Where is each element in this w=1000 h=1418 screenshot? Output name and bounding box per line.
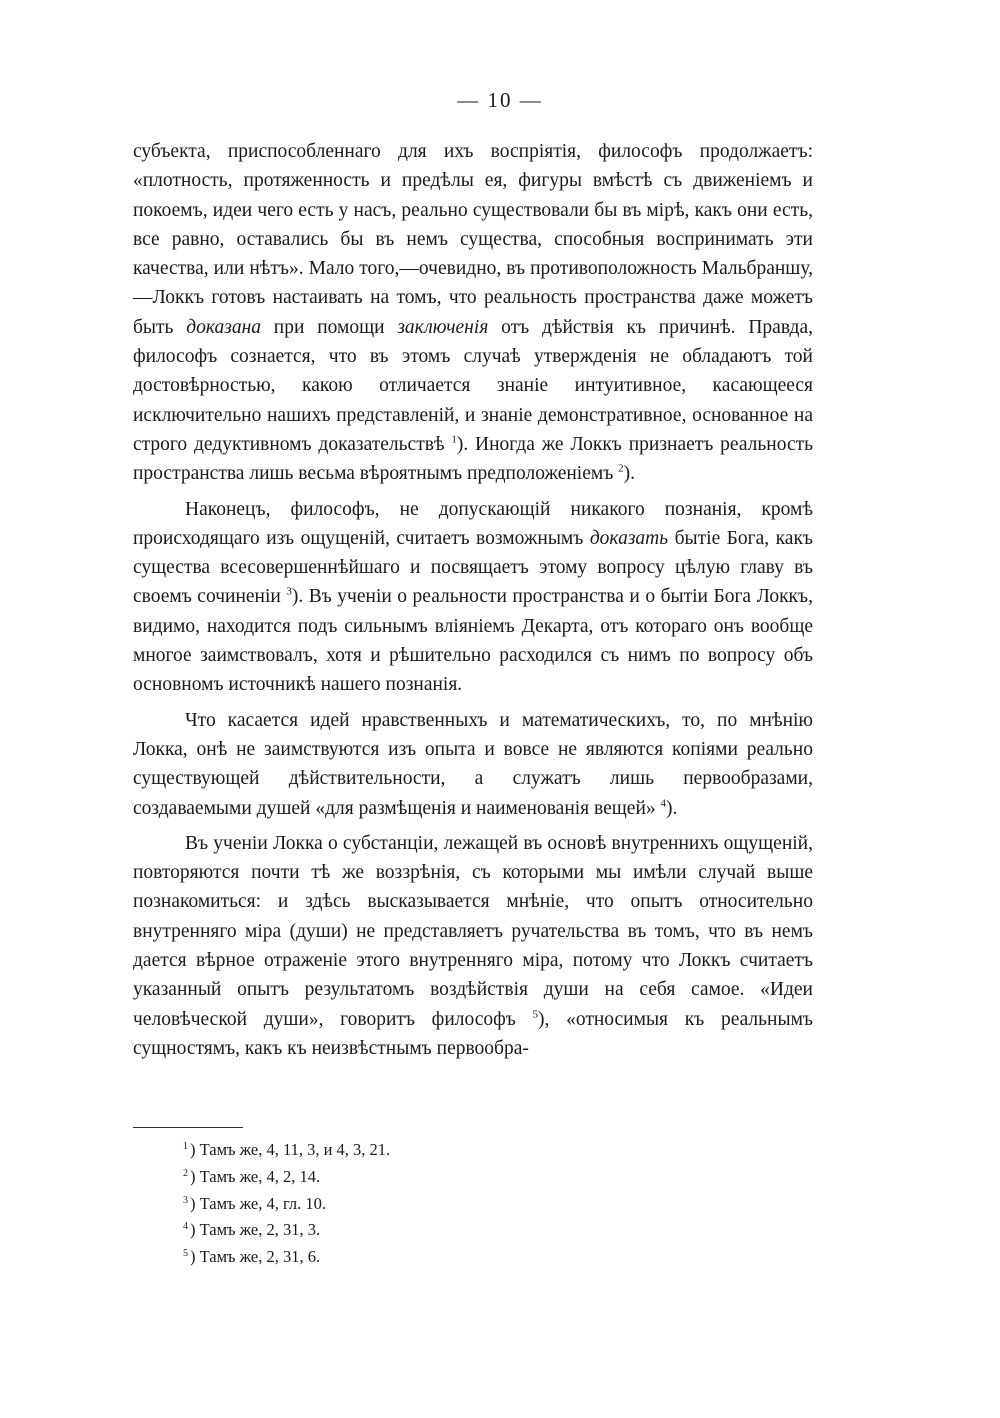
footnote-text: ) Тамъ же, 4, 11, 3, и 4, 3, 21. (190, 1140, 391, 1159)
text-run: Что касается идей нравственныхъ и математическихъ, то, по мнѣнію Локка, онѣ не заимствуются изъ опыта и вовсе не являются копіями реально существующей дѣйствительности, а служатъ лишь первообразами, создаваемыми душей «для размѣщенія и наименованія вещей» (133, 709, 813, 819)
text-run: ), «относимыя къ реальнымъ сущностямъ, какъ къ неизвѣстнымъ первообра- (133, 1008, 813, 1059)
footnote (183, 1135, 783, 1162)
text-run: субъекта, приспособленнаго для ихъ воспріятія, философъ продолжаетъ: «плотность, протяженность и предѣлы ея, фигуры вмѣстѣ съ движеніемъ и покоемъ, идеи чего есть у насъ, реально существовали бы въ мірѣ, какъ они есть, все равно, оставались бы въ немъ существа, способныя воспринимать эти качества, или нѣтъ». Мало того,—очевидно, въ противоположность Мальбраншу,—Локкъ готовъ настаивать на томъ, что реальность пространства даже можетъ быть (133, 141, 813, 338)
footnote (183, 1215, 783, 1242)
emphasized-text: доказана (186, 316, 262, 338)
footnote (183, 1189, 783, 1216)
page-number: — 10 — (457, 88, 543, 112)
emphasized-text: заключенія (397, 316, 489, 338)
footnote-reference: 5 (532, 1008, 539, 1021)
footnote (183, 1242, 783, 1269)
footnote-reference: 1 (451, 433, 457, 446)
footnote-mark: 3 (183, 1194, 188, 1206)
emphasized-text: доказать (589, 527, 669, 549)
footnote-mark: 4 (183, 1221, 188, 1233)
text-run: ). Въ ученіи о реальности пространства и о бытіи Бога Локкъ, видимо, находится подъ сильнымъ вліяніемъ Декарта, отъ котораго онъ вообще многое заимствовалъ, хотя и рѣшительно расходился съ нимъ по вопросу объ основномъ источникѣ нашего познанія. (133, 586, 813, 696)
footnote-reference: 4 (660, 797, 667, 810)
footnote-text: ) Тамъ же, 4, гл. 10. (190, 1193, 327, 1213)
paragraph (133, 706, 813, 823)
footnote-divider (133, 1127, 243, 1128)
footnote-reference: 2 (618, 462, 624, 475)
footnote-text: ) Тамъ же, 2, 31, 3. (190, 1220, 321, 1240)
footnote-mark: 2 (183, 1167, 188, 1179)
footnotes (183, 1135, 783, 1269)
paragraph (133, 829, 813, 1063)
paragraph (133, 137, 813, 489)
text-run: Въ ученіи Локка о субстанціи, лежащей въ основѣ внутреннихъ ощущеній, повторяются почти тѣ же воззрѣнія, съ которыми мы имѣли случай выше познакомиться: и здѣсь высказывается мнѣніе, что опытъ относительно внутренняго міра (души) не представляетъ ручательства въ томъ, что въ немъ дается вѣрное отраженіе этого внутренняго міра, потому что Локкъ считаетъ указанный опытъ результатомъ воздѣйствія души на себя самое. «Идеи человѣческой души», говоритъ философъ (133, 832, 813, 1030)
text-run: Наконецъ, философъ, не допускающій никакого познанія, кромѣ происходящаго изъ ощущеній, считаетъ возможнымъ (133, 498, 813, 549)
footnote-mark: 5 (183, 1248, 188, 1260)
footnote-mark: 1 (183, 1141, 188, 1152)
text-run: отъ дѣйствія къ причинѣ. Правда, философъ сознается, что въ этомъ случаѣ утвержденія не обладаютъ той достовѣрностью, какою отличается знаніе интуитивное, касающееся исключительно нашихъ представленій, и знаніе демонстративное, основанное на строго дедуктивномъ доказательствѣ (133, 316, 813, 455)
text-run: бытіе Бога, какъ существа всесовершеннѣйшаго и посвящаетъ этому вопросу цѣлую главу въ своемъ сочиненіи (133, 527, 814, 608)
text-run: ). Иногда же Локкъ признаетъ реальность пространства лишь весьма вѣроятнымъ предположеніемъ (133, 433, 814, 485)
footnote-reference: 3 (286, 585, 292, 598)
footnote (183, 1162, 783, 1189)
text-run: при помощи (261, 316, 398, 338)
footnote-text: ) Тамъ же, 2, 31, 6. (190, 1247, 321, 1267)
body-text (133, 137, 813, 1069)
footnote-text: ) Тамъ же, 4, 2, 14. (190, 1166, 321, 1186)
text-run: ). (623, 463, 636, 485)
text-run: ). (666, 797, 678, 819)
paragraph (133, 495, 813, 700)
